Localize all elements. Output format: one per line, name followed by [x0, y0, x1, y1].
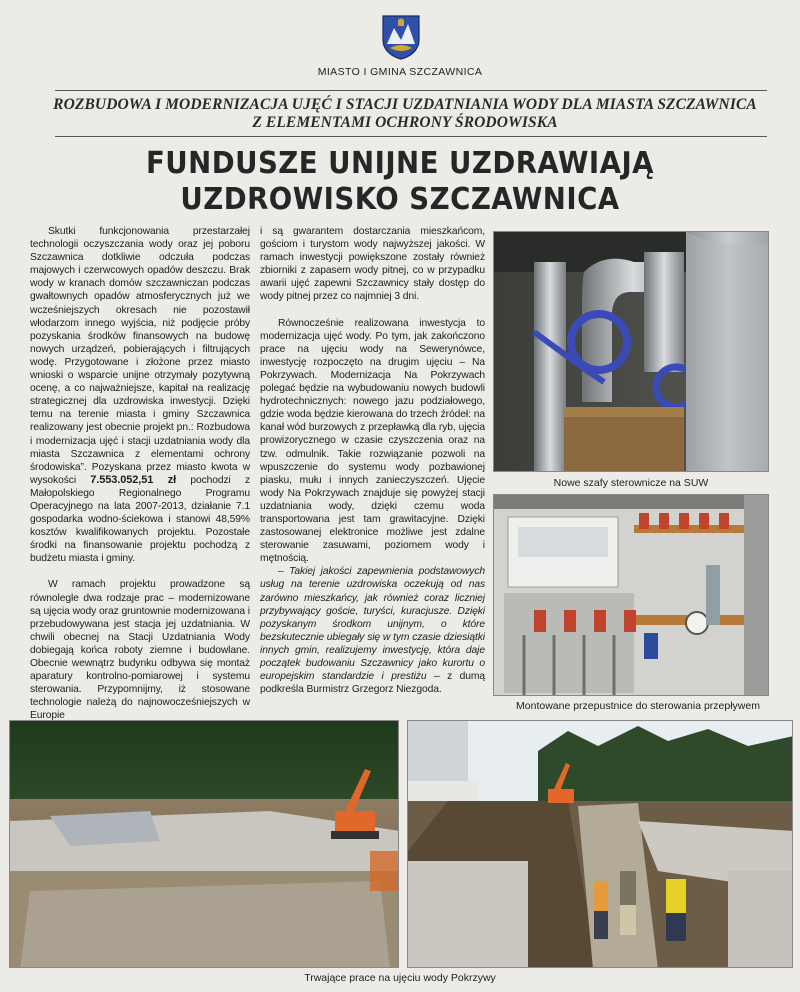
photo-valves-image: [494, 495, 769, 696]
paragraph-intakes: Równocześnie realizowana inwestycja to modernizacja ujęć wody. Po tym, jak zakończono prace na ujęciu wody na Sewerynówce, inwestycję rozpoczęto na drugim ujęciu – Na Pokrzywach. Modernizacja Na Pokrzywach polegać będzie na wybudowaniu nowych budowli hydrotechnicznych: nowego jazu podziałowego, gdzie woda będzie kierowana do trzech źródeł: na kanał wód burzowych z przepławką dla ryb, ujęcia prowizorycznego w czasie czyszczenia oraz na tzw. odmulnik. Takie rozwiązanie pozwoli na wpuszczenie do systemu wody pozbawionej piasku, mułu i innych zanieczyszczeń. Ujęcie wody Na Pokrzywach znajduje się powyżej stacji uzdatniania wody, dzięki czemu woda transportowana jest tam grawitacyjne. Dzięki zastosowanej elektronice możliwe jest zdalne sterowanie zasuwami, poziomem wody i mętnością.: [260, 317, 485, 565]
photo-construction-site-right: [407, 720, 793, 968]
paragraph-intro: [30, 225, 250, 565]
bottom-rule: [55, 136, 767, 137]
article-headline: [32, 146, 768, 218]
paragraph-intro-text: Skutki funkcjonowania przestarzałej technologii oczyszczania wody oraz jej poboru Szczawnica dotkliwie odczuła podczas majowych i czerwcowych opadów deszczu. Brak wody w kranach domów szczawniczan podczas gwałtownych opadów atmosferycznych już we wcześniejszych okresach nie pozostawił włodarzom innego wyjścia, niż podjęcie próby pozyskania środków finansowych na budowę nowych urządzeń, pobierających i filtrujących wodę. Przygotowane i złożone przez miasto wnioski o wsparcie unijne otrzymały pozytywną ocenę, a co najważniejsze, kapitał na realizację strategicznej dla uzdrowiska inwestycji. Dzięki temu na terenie miasta i gminy Szczawnica realizowany jest obecnie projekt pn.: Rozbudowa i modernizacja ujęć i stacji uzdatniania wody dla miasta Szczawnica z elementami ochrony środowiska”. Pozyskana przez miasto kwota w wysokości: [30, 226, 250, 486]
caption-photo-1: Nowe szafy sterownicze na SUW: [553, 477, 709, 489]
quote-attribution: – z dumą podkreśla Burmistrz Grzegorz Niezgoda.: [260, 671, 485, 696]
headline-line-1: FUNDUSZE UNIJNE UZDRAWIAJĄ: [145, 146, 655, 181]
paragraph-works: W ramach projektu prowadzone są równolegle dwa rodzaje prac – modernizowane są ujęcia wody oraz gruntownie modernizowana i przebudowywana jest stacja jej uzdatniania. W chwili obecnej na Stacji Uzdatniania Wody dobiegają końca roboty ziemne i budowlane. Obecnie wewnątrz budynku odbywa się montaż aparatury kontrolno-pomiarowej i systemu sterowania. Przypomnijmy, iż stosowane technologie należą do najnowocześniejszych w Europie: [30, 579, 250, 722]
photo-construction-right-image: [408, 721, 793, 968]
paragraph-intro-tail: pochodzi z Małopolskiego Regionalnego Programu Operacyjnego na lata 2007-2013, działanie 7.1 gospodarka wodno-ściekowa i stanowi 48,59% kosztów kwalifikowanych projektu. Pozostałe środki na finansowanie projektu pochodzą z budżetu miasta i gminy.: [30, 474, 251, 565]
kicker-line-1: ROZBUDOWA I MODERNIZACJA UJĘĆ I STACJI UZDATNIANIA WODY DLA MIASTA SZCZAWNICA: [53, 96, 757, 113]
mayor-quote: – Takiej jakości zapewnienia podstawowych usług na terenie uzdrowiska oczekują od nas zarówno mieszkańcy, jak również coraz liczniej przybywający goście, turyści, kuracjusze. Dzięki pozyskanym środkom unijnym, o które bezskutecznie ubiegały się w tym czasie dziesiątki innych gmin, realizujemy inwestycję, która daje początek budowaniu Szczawnicy jako kurortu o europejskim standardzie i prestiżu: [260, 566, 485, 683]
headline-line-2: UZDROWISKO SZCZAWNICA: [180, 182, 620, 217]
funding-amount: 7.553.052,51 zł: [90, 473, 177, 486]
article-kicker: [40, 96, 770, 132]
top-rule: [55, 90, 767, 91]
photo-control-cabinets-image: [494, 232, 769, 472]
article-column-2: [260, 225, 485, 696]
caption-bottom-photos: Trwające prace na ujęciu wody Pokrzywy: [304, 972, 496, 984]
caption-photo-2: Montowane przepustnice do sterowania przepływem: [516, 700, 760, 712]
photo-construction-left-image: [10, 721, 399, 968]
photo-valves: [493, 494, 769, 696]
photo-control-cabinets: [493, 231, 769, 472]
paragraph-quality: i są gwarantem dostarczania mieszkańcom, gościom i turystom wody najwyższej jakości. W ramach inwestycji powiększone zostały również zbiorniki z zapasem wody pitnej, co w przypadku awarii ujęć zapewni Szczawnicy stały dostęp do wody pitnej przez co najmniej 3 dni.: [260, 226, 485, 303]
paragraph-quote: [260, 565, 485, 696]
municipal-crest-icon: [381, 14, 421, 60]
kicker-line-2: Z ELEMENTAMI OCHRONY ŚRODOWISKA: [252, 114, 558, 131]
article-column-1: [30, 225, 250, 722]
photo-construction-site-left: [9, 720, 399, 968]
municipality-name: MIASTO I GMINA SZCZAWNICA: [317, 66, 483, 78]
